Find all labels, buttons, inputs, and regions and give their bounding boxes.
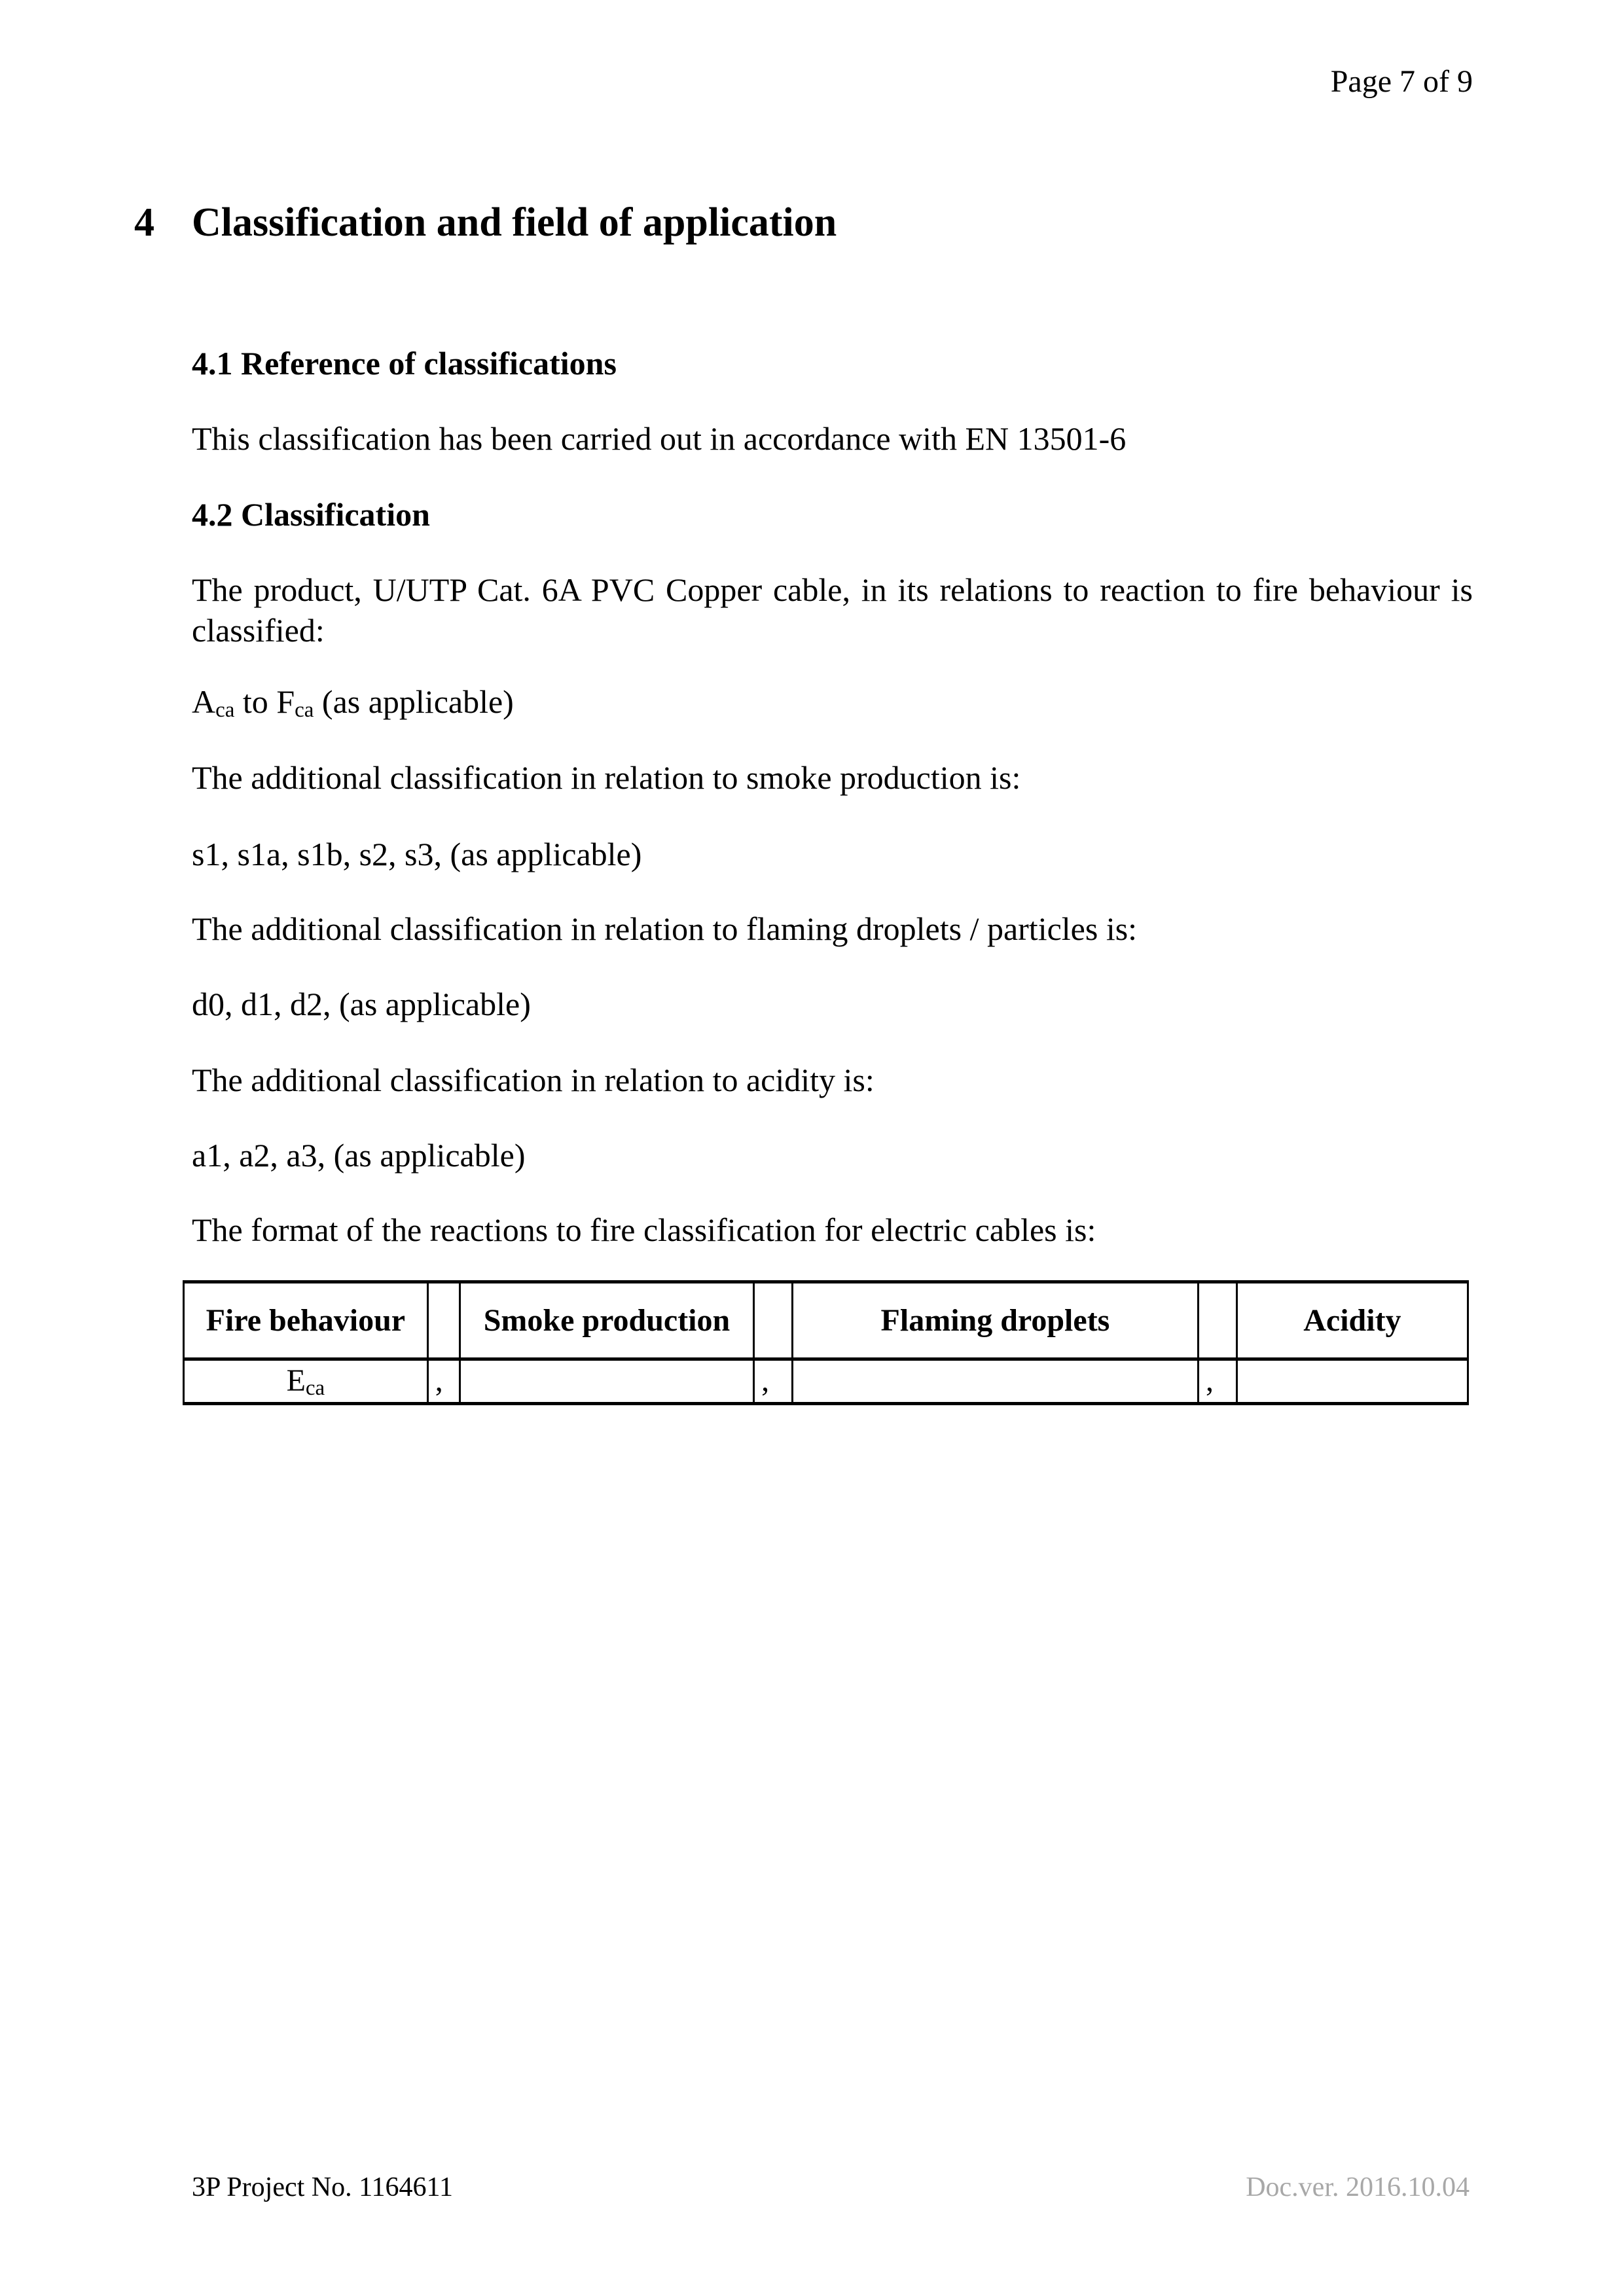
- cell-comma-3: ,: [1198, 1359, 1236, 1404]
- table-header-row: [184, 1282, 1468, 1359]
- droplets-classification-values: d0, d1, d2, (as applicable): [192, 985, 531, 1022]
- header-smoke-production: Smoke production: [460, 1282, 753, 1359]
- acidity-classification-values: a1, a2, a3, (as applicable): [192, 1136, 526, 1174]
- cell-comma-1: ,: [427, 1359, 460, 1404]
- header-fire-behaviour: Fire behaviour: [184, 1282, 428, 1359]
- cell-comma-2: ,: [754, 1359, 793, 1404]
- header-separator-2: [754, 1282, 793, 1359]
- fire-class-second-subscript: ca: [295, 698, 314, 722]
- header-separator-1: [427, 1282, 460, 1359]
- format-intro: The format of the reactions to fire classification for electric cables is:: [192, 1211, 1096, 1249]
- smoke-classification-intro: The additional classification in relation to smoke production is:: [192, 759, 1021, 797]
- chapter-heading: [134, 200, 1473, 246]
- fire-class-connector: to: [234, 683, 277, 720]
- header-acidity: Acidity: [1236, 1282, 1468, 1359]
- fire-class-first-subscript: ca: [215, 698, 235, 722]
- section-4-1-heading: 4.1 Reference of classifications: [192, 345, 617, 382]
- cell-flaming-droplets: [792, 1359, 1198, 1404]
- header-separator-3: [1198, 1282, 1236, 1359]
- classification-intro: The product, U/UTP Cat. 6A PVC Copper cable, in its relations to reaction to fire behaviour is classified:: [192, 571, 1473, 649]
- fire-class-first-letter: A: [192, 683, 216, 720]
- fire-behaviour-letter: E: [286, 1363, 306, 1398]
- page-number: Page 7 of 9: [1330, 64, 1473, 99]
- chapter-title: Classification and field of application: [192, 200, 837, 245]
- droplets-classification-intro: The additional classification in relation to flaming droplets / particles is:: [192, 910, 1138, 948]
- header-flaming-droplets: Flaming droplets: [792, 1282, 1198, 1359]
- section-4-2-heading: 4.2 Classification: [192, 496, 430, 533]
- cell-fire-behaviour: [184, 1359, 428, 1404]
- classification-format-table: [183, 1280, 1469, 1406]
- acidity-classification-intro: The additional classification in relation to acidity is:: [192, 1062, 875, 1099]
- section-4-1-body: This classification has been carried out in accordance with EN 13501-6: [192, 420, 1127, 457]
- chapter-number: 4: [134, 200, 154, 245]
- footer-doc-version: Doc.ver. 2016.10.04: [1246, 2172, 1470, 2202]
- footer-project-number: 3P Project No. 1164611: [192, 2172, 453, 2202]
- fire-class-suffix: (as applicable): [314, 683, 514, 720]
- table-data-row: [184, 1359, 1468, 1404]
- cell-smoke-production: [460, 1359, 753, 1404]
- fire-class-range-line: [192, 681, 1473, 723]
- fire-behaviour-subscript: ca: [305, 1376, 325, 1400]
- fire-class-second-letter: F: [276, 683, 295, 720]
- smoke-classification-values: s1, s1a, s1b, s2, s3, (as applicable): [192, 835, 642, 872]
- cell-acidity: [1236, 1359, 1468, 1404]
